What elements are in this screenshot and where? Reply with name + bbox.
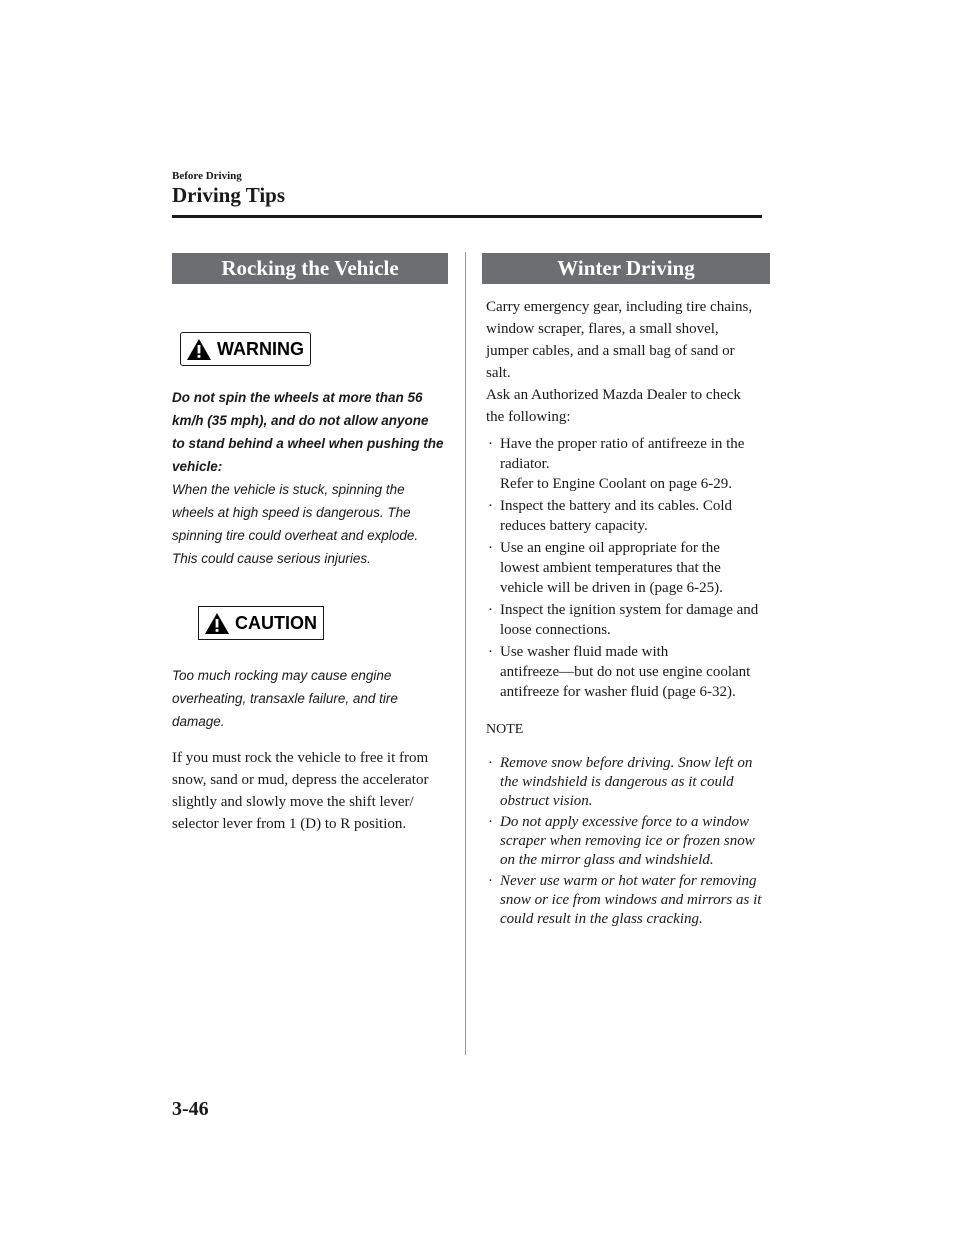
list-item-text: Use an engine oil appropriate for the lowest ambient temperatures that the vehicle will be driven in (page 6-25). [500,540,723,596]
caution-label: CAUTION [235,612,317,633]
note-item-text: Never use warm or hot water for removing snow or ice from windows and mirrors as it could result in the glass cracking. [500,873,762,927]
note-item-text: Remove snow before driving. Snow left on the windshield is dangerous as it could obstruct vision. [500,755,753,809]
list-item [486,496,762,536]
caution-box [198,606,324,640]
bullet-glyph: · [488,644,493,660]
header-rule [172,215,762,218]
bullet-glyph: · [488,602,493,618]
bullet-glyph: · [488,498,493,514]
note-label: NOTE [486,722,524,737]
list-item [486,642,762,702]
page-title: Driving Tips [172,183,286,207]
section-label: Before Driving [172,170,242,182]
bullet-glyph: · [488,873,493,889]
warning-label: WARNING [217,338,304,359]
bullet-glyph: · [488,755,493,771]
winter-column [486,253,762,931]
bullet-glyph: · [488,540,493,556]
warning-box [180,332,311,366]
winter-ask-text: Ask an Authorized Mazda Dealer to check the following: [486,387,741,425]
rocking-body-text: If you must rock the vehicle to free it from snow, sand or mud, depress the accelerator slightly and slowly move the shift lever/ selector lever from 1 (D) to R position. [172,750,429,832]
list-item-text: Have the proper ratio of antifreeze in the radiator. [500,436,745,472]
note-item [486,872,762,929]
list-item-text: Inspect the battery and its cables. Cold reduces battery capacity. [500,498,733,534]
list-item-text: Inspect the ignition system for damage and loose connections. [500,602,759,638]
list-item-subtext: Refer to Engine Coolant on page 6-29. [500,476,733,492]
bullet-glyph: · [488,814,493,830]
list-item [486,538,762,598]
list-item [486,600,762,640]
page-number: 3-46 [172,1098,209,1120]
caution-text: Too much rocking may cause engine overheating, transaxle failure, and tire damage. [172,668,398,729]
warning-triangle-icon [187,339,211,360]
caution-triangle-icon [205,613,229,634]
check-list [486,434,762,702]
warning-body-text: When the vehicle is stuck, spinning the wheels at high speed is dangerous. The spinning tire could overheat and explode. This could cause serious injuries. [172,482,419,566]
note-item [486,813,762,870]
note-item-text: Do not apply excessive force to a window scraper when removing ice or frozen snow on the mirror glass and windshield. [500,814,755,868]
winter-intro-text: Carry emergency gear, including tire chains, window scraper, flares, a small shovel, jumper cables, and a small bag of sand or salt. [486,299,753,381]
note-list [486,754,762,929]
warning-content [172,386,448,570]
warning-bold-text: Do not spin the wheels at more than 56 km/h (35 mph), and do not allow anyone to stand behind a wheel when pushing the vehicle: [172,390,444,474]
rocking-column [172,253,448,835]
list-item-text: Use washer fluid made with antifreeze―but do not use engine coolant antifreeze for washer fluid (page 6-32). [500,644,751,700]
rocking-heading: Rocking the Vehicle [172,253,448,284]
list-item [486,434,762,494]
column-divider [465,252,466,1055]
bullet-glyph: · [488,436,493,452]
winter-heading: Winter Driving [482,253,770,284]
note-item [486,754,762,811]
